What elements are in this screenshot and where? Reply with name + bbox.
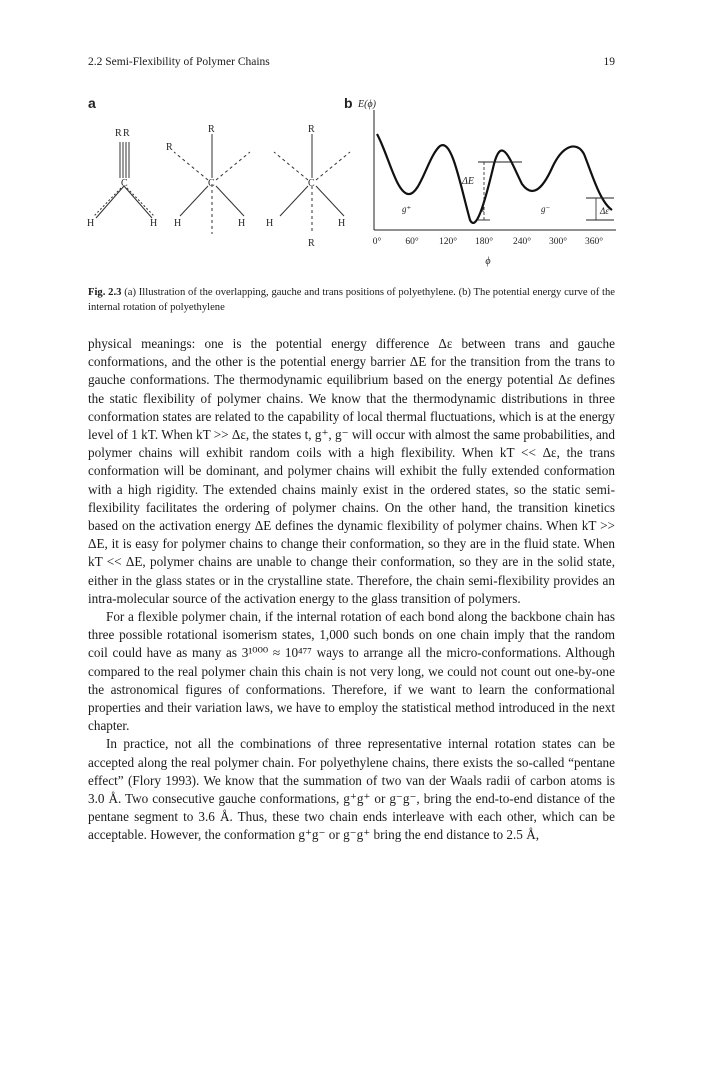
- atom-R: R: [308, 238, 315, 249]
- atom-H: H: [238, 218, 246, 229]
- atom-H: H: [87, 218, 95, 229]
- atom-H: H: [338, 218, 346, 229]
- body-text: [88, 335, 615, 845]
- state-label-g-plus: g⁺: [402, 204, 412, 214]
- panel-b-label: b: [344, 95, 353, 111]
- atom-R: R: [115, 128, 122, 139]
- energy-axis-label: E(ϕ): [358, 99, 376, 110]
- atom-H: H: [266, 218, 274, 229]
- panel-b: [344, 95, 616, 267]
- atom-H: H: [174, 218, 182, 229]
- delta-eps-label: Δε: [600, 206, 609, 216]
- paragraph: In practice, not all the combinations of three representative internal rotation states can be accepted along the real polymer chain. For polyethylene chains, there exists the so-called “pentane effect” (Flory 1993). We know that the summation of two van der Waals radii of carbon atoms is 3.0 Å. Two consecutive gauche conformations, g⁺g⁺ or g⁻g⁻, bring the end-to-end distance of the pentane segment to 3.6 Å. Thus, these two chain ends interleave with each other, which can be acceptable. However, the conformation g⁺g⁻ or g⁻g⁺ bring the end distance to 2.5 Å,: [88, 736, 615, 843]
- delta-E-label: ΔE: [462, 176, 474, 187]
- page-number: 19: [603, 56, 615, 68]
- panel-a: [87, 95, 350, 249]
- caption-text: (a) Illustration of the overlapping, gauche and trans positions of polyethylene. (b) The potential energy curve of the internal rotation of polyethylene: [88, 287, 615, 313]
- figure-2-3: [86, 94, 618, 272]
- caption-label: Fig. 2.3: [88, 287, 122, 298]
- paragraph: For a flexible polymer chain, if the internal rotation of each bond along the backbone chain has three possible rotational isomerism states, 1,000 such bonds on one chain imply that the random coil could have as many as 3¹⁰⁰⁰ ≈ 10⁴⁷⁷ ways to arrange all the micro-conformations. Although compared to the real polymer chain this chain is not very long, we could not count out one-by-one the astronomical figures of conformations. Therefore, if we want to learn the conformational properties and their variation laws, we have to employ the statistical method introduced in the next chapter.: [88, 609, 615, 734]
- atom-R: R: [308, 124, 315, 135]
- phi-axis-label: ϕ: [485, 256, 491, 267]
- atom-C: C: [208, 178, 215, 189]
- panel-a-label: a: [88, 95, 96, 111]
- atom-C: C: [121, 178, 128, 189]
- paragraph: physical meanings: one is the potential energy difference Δε between trans and gauche conformations, and the other is the potential energy barrier ΔE for the transition from the trans to gauche conformations. The thermodynamic equilibrium based on the energy potential Δε defines the static flexibility of polymer chains. We know that the thermodynamic distributions in three conformation states are related to the capability of local thermal fluctuations, which is at the energy level of 1 kT. When kT >> Δε, the states t, g⁺, g⁻ will occur with almost the same probabilities, and polymer chains will exhibit random coils with a high flexibility. When kT << Δε, the trans conformation will be dominant, and polymer chains will exhibit the fully extended conformation with a high rigidity. The extended chains mainly exist in the ordered states, so the static semi-flexibility facilitates the ordering of polymer chains. On the other hand, the transition kinetics based on the activation energy ΔE defines the dynamic flexibility of polymer chains. When kT >> ΔE, it is easy for polymer chains to change their conformation, so they are in the fluid state. When kT << ΔE, polymer chains are unable to change their conformation, so they are in the solid state, either in the glass states or in the crystalline state. Therefore, the chain semi-flexibility provides an intra-molecular source of the activation energy to the glass transition of polymers.: [88, 336, 615, 606]
- running-header: [88, 56, 615, 72]
- atom-H: H: [150, 218, 158, 229]
- atom-R: R: [166, 142, 173, 153]
- atom-R: R: [208, 124, 215, 135]
- state-label-trans: t: [482, 204, 485, 214]
- x-tick-label: 300°: [548, 237, 568, 247]
- figure-caption: [88, 285, 615, 315]
- atom-C: C: [308, 178, 315, 189]
- x-tick-label: 120°: [438, 237, 458, 247]
- state-label-g-minus: g⁻: [541, 204, 551, 214]
- x-tick-label: 180°: [474, 237, 494, 247]
- section-title: 2.2 Semi-Flexibility of Polymer Chains: [88, 56, 270, 68]
- x-tick-label: 60°: [405, 237, 419, 247]
- x-tick-label: 0°: [372, 237, 382, 247]
- x-tick-label: 360°: [584, 237, 604, 247]
- atom-R: R: [123, 128, 130, 139]
- energy-curve: [377, 134, 612, 223]
- x-tick-label: 240°: [512, 237, 532, 247]
